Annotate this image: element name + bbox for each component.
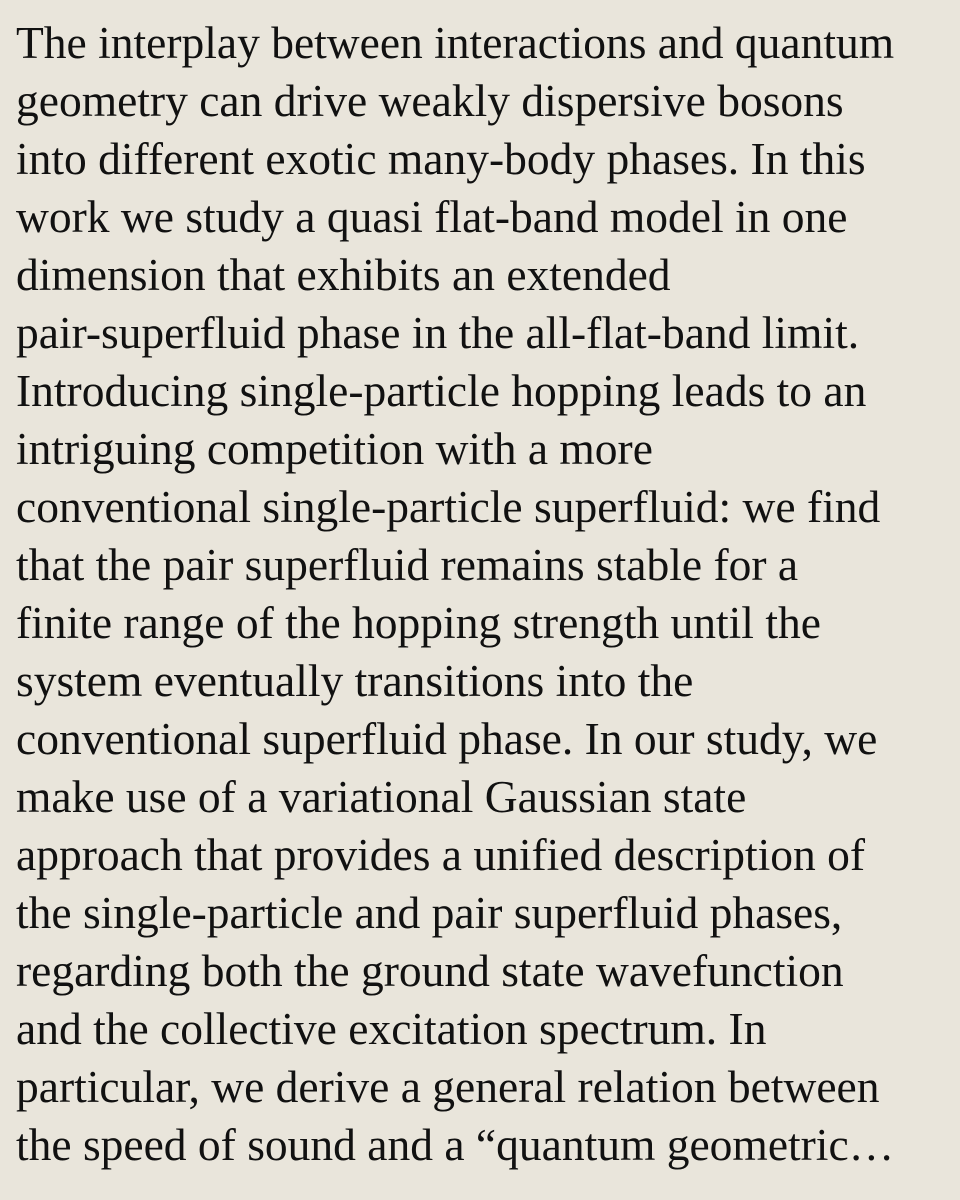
abstract-line: conventional single-particle superfluid: we find	[16, 481, 881, 532]
abstract-line: finite range of the hopping strength until the	[16, 597, 821, 648]
abstract-line: geometry can drive weakly dispersive bosons	[16, 75, 844, 126]
abstract-line: pair-superfluid phase in the all-flat-band limit.	[16, 307, 860, 358]
abstract-line: conventional superfluid phase. In our study, we	[16, 713, 878, 764]
abstract-line: the single-particle and pair superfluid phases,	[16, 887, 843, 938]
abstract-line: into different exotic many-body phases. In this	[16, 133, 866, 184]
abstract-line: the speed of sound and a “quantum geometric…	[16, 1119, 895, 1170]
abstract-line: and the collective excitation spectrum. In	[16, 1003, 767, 1054]
abstract-text	[16, 14, 960, 1174]
abstract-line: Introducing single-particle hopping leads to an	[16, 365, 867, 416]
abstract-line: dimension that exhibits an extended	[16, 249, 671, 300]
abstract-line: system eventually transitions into the	[16, 655, 694, 706]
abstract-line: intriguing competition with a more	[16, 423, 653, 474]
abstract-line: make use of a variational Gaussian state	[16, 771, 747, 822]
abstract-line: approach that provides a unified description of	[16, 829, 866, 880]
abstract-line: The interplay between interactions and quantum	[16, 17, 895, 68]
abstract-line: that the pair superfluid remains stable for a	[16, 539, 799, 590]
abstract-line: work we study a quasi flat-band model in one	[16, 191, 848, 242]
abstract-line: regarding both the ground state wavefunction	[16, 945, 844, 996]
abstract-line: particular, we derive a general relation between	[16, 1061, 880, 1112]
